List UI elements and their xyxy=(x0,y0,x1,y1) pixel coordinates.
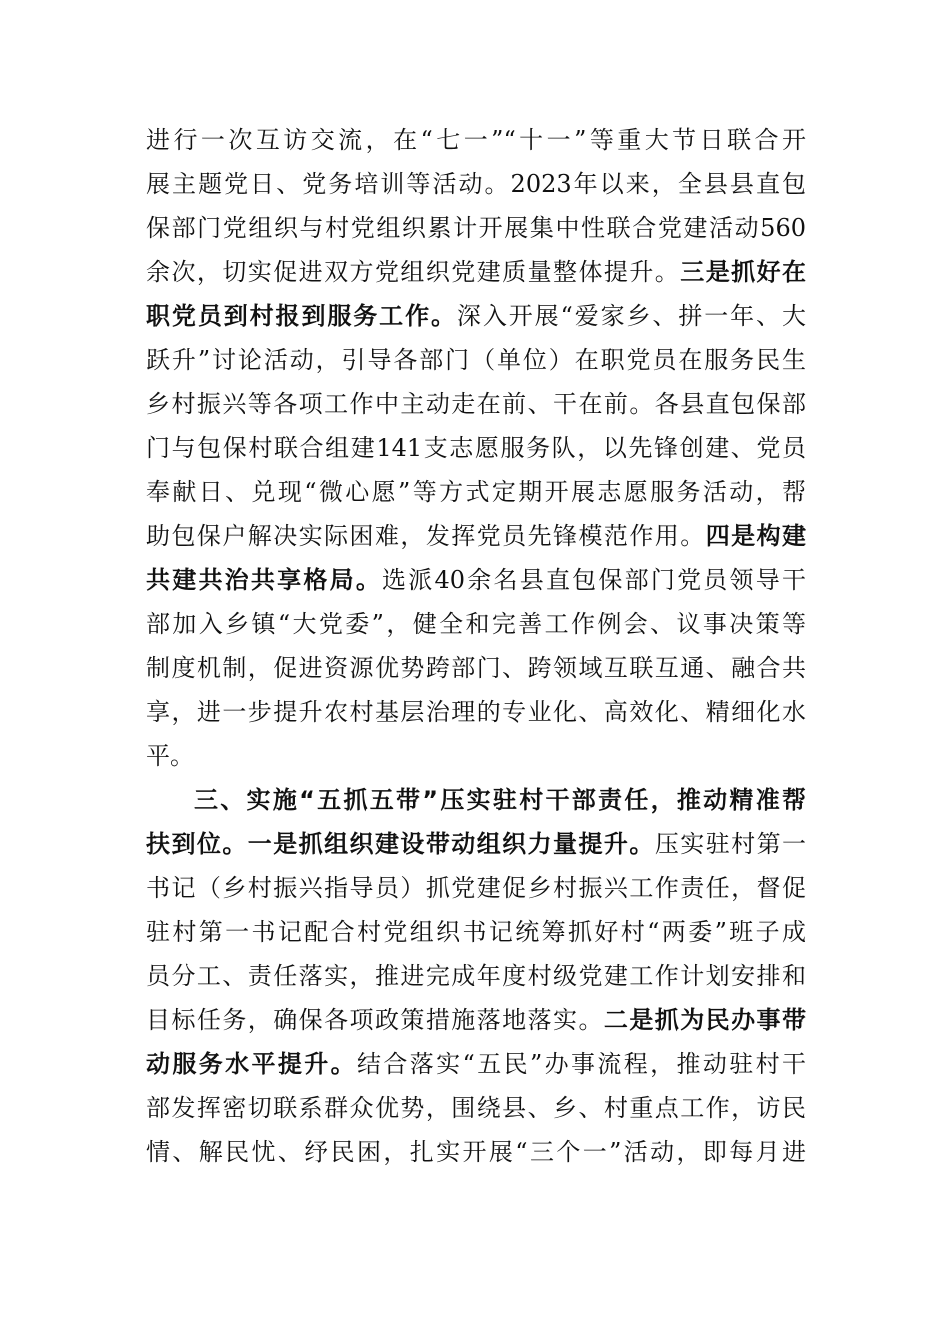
text-line: 情、解民忧、纾民困，扎实开展“三个一”活动，即每月进 xyxy=(146,1138,806,1166)
text-line: 书记（乡村振兴指导员）抓党建促乡村振兴工作责任，督促 xyxy=(146,874,806,902)
bold-heading-fragment: 职党员到村报到服务工作。 xyxy=(146,302,457,330)
text-line: 助包保户解决实际困难，发挥党员先锋模范作用。四是构建 xyxy=(146,522,807,550)
text-line: 职党员到村报到服务工作。深入开展“爱家乡、拼一年、大 xyxy=(146,302,806,330)
text-line: 驻村第一书记配合村党组织书记统筹抓好村“两委”班子成 xyxy=(146,918,806,946)
bold-heading-fragment: 四是构建 xyxy=(705,522,807,550)
text-line: 员分工、责任落实，推进完成年度村级党建工作计划安排和 xyxy=(146,962,806,990)
bold-heading-fragment: 三是抓好在 xyxy=(680,258,807,286)
text-line: 保部门党组织与村党组织累计开展集中性联合党建活动560 xyxy=(146,214,806,242)
bold-heading-fragment: 二是抓为民办事带 xyxy=(603,1006,807,1034)
text-line: 展主题党日、党务培训等活动。2023年以来，全县县直包 xyxy=(146,170,806,198)
text-line: 奉献日、兑现“微心愿”等方式定期开展志愿服务活动，帮 xyxy=(146,478,806,506)
text-line: 部加入乡镇“大党委”，健全和完善工作例会、议事决策等 xyxy=(146,610,806,638)
text-line: 余次，切实促进双方党组织党建质量整体提升。三是抓好在 xyxy=(146,258,807,286)
text-line: 进行一次互访交流，在“七一”“十一”等重大节日联合开 xyxy=(146,126,806,154)
bold-heading-fragment: 共建共治共享格局。 xyxy=(146,566,383,594)
text-line: 扶到位。一是抓组织建设带动组织力量提升。压实驻村第一 xyxy=(146,830,807,858)
section-heading: 三、实施“五抓五带”压实驻村干部责任，推动精准帮 xyxy=(194,786,806,814)
bold-heading-fragment: 动服务水平提升。 xyxy=(146,1050,358,1078)
text-line: 目标任务，确保各项政策措施落地落实。二是抓为民办事带 xyxy=(146,1006,807,1034)
text-line: 部发挥密切联系群众优势，围绕县、乡、村重点工作，访民 xyxy=(146,1094,806,1122)
text-line: 共建共治共享格局。选派40余名县直包保部门党员领导干 xyxy=(146,566,806,594)
text-line: 跃升”讨论活动，引导各部门（单位）在职党员在服务民生 xyxy=(146,346,806,374)
text-line: 乡村振兴等各项工作中主动走在前、干在前。各县直包保部 xyxy=(146,390,806,418)
text-line: 平。 xyxy=(146,742,194,770)
text-line: 动服务水平提升。结合落实“五民”办事流程，推动驻村干 xyxy=(146,1050,806,1078)
text-line: 享，进一步提升农村基层治理的专业化、高效化、精细化水 xyxy=(146,698,806,726)
bold-heading-fragment: 扶到位。一是抓组织建设带动组织力量提升。 xyxy=(146,830,655,858)
text-line: 门与包保村联合组建141支志愿服务队，以先锋创建、党员 xyxy=(146,434,806,462)
text-line: 制度机制，促进资源优势跨部门、跨领域互联互通、融合共 xyxy=(146,654,806,682)
